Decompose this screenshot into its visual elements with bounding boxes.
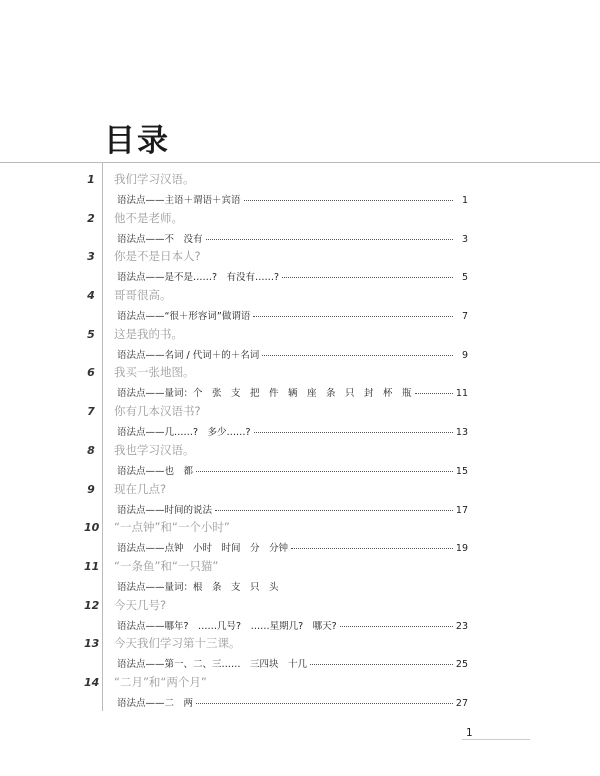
grammar-point: 语法点——主语＋谓语＋宾语 [117, 195, 241, 206]
lesson-title: 今天我们学习第十三课。 [114, 636, 241, 651]
page-number: 15 [455, 465, 468, 477]
grammar-point: 语法点——第一、二、三…… 三四块 十几 [117, 659, 308, 671]
lesson-title: 我们学习汉语。 [114, 172, 195, 186]
lesson-number: 4 [87, 289, 95, 303]
dot-leader [206, 239, 453, 240]
grammar-point-line [117, 463, 468, 477]
toc-entry-1 [0, 169, 600, 208]
lesson-title: “一点钟”和“一个小时” [114, 520, 230, 535]
dot-leader [254, 432, 453, 433]
page-number: 5 [461, 272, 468, 284]
page-number: 1 [461, 195, 468, 206]
dot-leader [244, 200, 453, 201]
header-rule [0, 162, 600, 163]
grammar-point: 语法点——是不是……? 有没有……? [117, 272, 280, 284]
page-number: 27 [455, 697, 468, 709]
toc-entry-13 [0, 633, 600, 672]
lesson-number: 11 [84, 559, 100, 573]
lesson-number: 6 [87, 366, 95, 380]
lesson-title: 今天几号? [114, 597, 167, 612]
toc-entry-2 [0, 208, 600, 247]
grammar-point-line [117, 618, 468, 632]
lesson-number: 14 [84, 675, 100, 689]
dot-leader [415, 393, 453, 394]
page-number: 7 [461, 311, 468, 323]
lesson-title: “二月”和“两个月” [114, 674, 207, 689]
grammar-point-line [117, 579, 468, 593]
toc-entry-8 [0, 440, 600, 479]
page-number: 9 [461, 349, 468, 361]
lesson-number: 12 [84, 598, 100, 612]
page-title: 目录 [104, 123, 170, 159]
page-number: 25 [455, 659, 468, 671]
table-of-contents [0, 169, 600, 711]
folio-rule [462, 739, 530, 740]
grammar-point-line [117, 502, 468, 516]
toc-entry-5 [0, 324, 600, 363]
lesson-title: 我买一张地图。 [114, 365, 195, 380]
lesson-number: 9 [87, 482, 95, 496]
grammar-point: 语法点——不 没有 [117, 233, 203, 245]
folio-page-number: 1 [466, 727, 473, 739]
toc-entry-10 [0, 517, 600, 556]
dot-leader [196, 703, 453, 704]
toc-entry-7 [0, 401, 600, 440]
grammar-point-line [117, 192, 468, 206]
dot-leader [196, 471, 453, 472]
lesson-number: 1 [87, 173, 95, 186]
toc-entry-6 [0, 362, 600, 401]
grammar-point-line [117, 540, 468, 554]
grammar-point: 语法点——“很＋形容词”做谓语 [117, 311, 251, 323]
dot-leader [340, 626, 453, 627]
lesson-number: 10 [84, 521, 100, 535]
grammar-point-line [117, 269, 468, 283]
page-number: 3 [461, 233, 468, 245]
dot-leader [291, 548, 453, 549]
page-number: 13 [455, 427, 468, 439]
lesson-title: 你有几本汉语书? [114, 404, 201, 419]
grammar-point-line [117, 695, 468, 709]
lesson-number: 5 [87, 327, 95, 341]
toc-entry-9 [0, 479, 600, 518]
dot-leader [215, 510, 453, 511]
grammar-point: 语法点——也 都 [117, 465, 194, 477]
toc-entry-3 [0, 246, 600, 285]
lesson-number: 7 [87, 405, 95, 419]
grammar-point: 语法点——量词：根 条 支 只 头 [117, 581, 279, 593]
dot-leader [310, 664, 453, 665]
lesson-title: 现在几点? [114, 481, 167, 496]
lesson-title: 哥哥很高。 [114, 288, 172, 303]
grammar-point-line [117, 308, 468, 322]
grammar-point: 语法点——量词：个 张 支 把 件 辆 座 条 只 封 杯 瓶 [117, 388, 412, 400]
lesson-title: 这是我的书。 [114, 326, 183, 341]
grammar-point-line [117, 385, 468, 399]
grammar-point: 语法点——二 两 [117, 697, 194, 709]
dot-leader [253, 316, 453, 317]
lesson-title: 你是不是日本人? [114, 249, 201, 264]
grammar-point-line [117, 231, 468, 245]
grammar-point-line [117, 347, 468, 361]
grammar-point: 语法点——点钟 小时 时间 分 分钟 [117, 543, 289, 555]
grammar-point: 语法点——名词 / 代词＋的＋名词 [117, 349, 260, 361]
grammar-point: 语法点——哪年? ……几号? ……星期几? 哪天? [117, 620, 337, 632]
toc-entry-14 [0, 672, 600, 711]
dot-leader [282, 277, 453, 278]
toc-entry-11 [0, 556, 600, 595]
grammar-point-line [117, 656, 468, 670]
lesson-number: 3 [87, 250, 95, 264]
lesson-number: 8 [87, 443, 95, 457]
page-number: 11 [455, 388, 468, 400]
lesson-title: 他不是老师。 [114, 210, 183, 225]
toc-entry-4 [0, 285, 600, 324]
dot-leader [262, 355, 453, 356]
grammar-point-line [117, 424, 468, 438]
lesson-title: 我也学习汉语。 [114, 442, 195, 457]
grammar-point: 语法点——时间的说法 [117, 504, 213, 516]
lesson-number: 2 [87, 211, 95, 225]
page-number: 19 [455, 543, 468, 555]
grammar-point: 语法点——几……? 多少……? [117, 427, 251, 439]
lesson-number: 13 [84, 637, 100, 651]
toc-entry-12 [0, 595, 600, 634]
page-number: 23 [455, 620, 468, 632]
page-number: 17 [455, 504, 468, 516]
lesson-title: “一条鱼”和“一只猫” [114, 558, 219, 573]
